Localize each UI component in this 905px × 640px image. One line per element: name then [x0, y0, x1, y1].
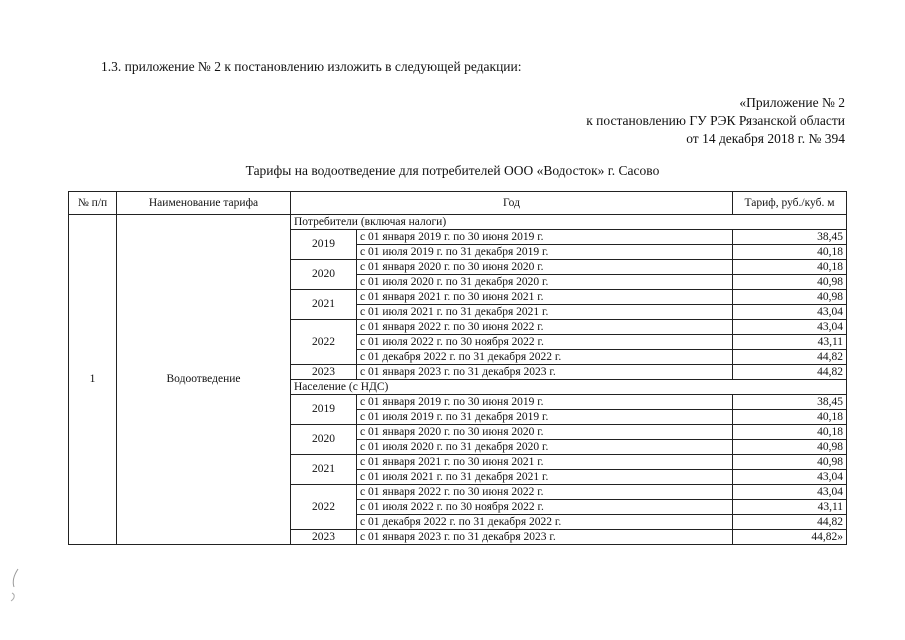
period-cell: с 01 июля 2022 г. по 30 ноября 2022 г. [357, 335, 733, 350]
tariff-value-cell: 40,18 [733, 425, 847, 440]
period-cell: с 01 января 2021 г. по 30 июня 2021 г. [357, 455, 733, 470]
appendix-reference [586, 94, 845, 148]
tariff-value-cell: 44,82 [733, 515, 847, 530]
period-cell: с 01 января 2021 г. по 30 июня 2021 г. [357, 290, 733, 305]
table-title: Тарифы на водоотведение для потребителей ООО «Водосток» г. Сасово [245, 163, 660, 178]
tariff-value-cell: 40,98 [733, 455, 847, 470]
tariff-value-cell: 40,18 [733, 410, 847, 425]
tariff-value-cell: 44,82 [733, 350, 847, 365]
table-header-row [69, 192, 847, 215]
period-cell: с 01 июля 2022 г. по 30 ноября 2022 г. [357, 500, 733, 515]
tariff-value-cell: 38,45 [733, 395, 847, 410]
tariff-table [68, 191, 847, 545]
tariff-value-cell: 43,04 [733, 320, 847, 335]
tariff-value-cell: 43,04 [733, 470, 847, 485]
period-cell: с 01 января 2023 г. по 31 декабря 2023 г. [357, 530, 733, 545]
handwritten-mark [8, 565, 26, 605]
tariff-value-cell: 40,18 [733, 260, 847, 275]
tariff-value-cell: 44,82 [733, 365, 847, 380]
period-cell: с 01 января 2023 г. по 31 декабря 2023 г. [357, 365, 733, 380]
period-cell: с 01 июля 2021 г. по 31 декабря 2021 г. [357, 470, 733, 485]
appendix-line-1: «Приложение № 2 [739, 95, 845, 110]
header-tariff: Тариф, руб./куб. м [733, 192, 847, 215]
period-cell: с 01 июля 2020 г. по 31 декабря 2020 г. [357, 275, 733, 290]
period-cell: с 01 июля 2020 г. по 31 декабря 2020 г. [357, 440, 733, 455]
period-cell: с 01 декабря 2022 г. по 31 декабря 2022 г. [357, 515, 733, 530]
tariff-value-cell: 43,11 [733, 335, 847, 350]
header-num: № п/п [69, 192, 117, 215]
tariff-value-cell: 40,98 [733, 290, 847, 305]
year-cell: 2023 [291, 530, 357, 545]
period-cell: с 01 января 2022 г. по 30 июня 2022 г. [357, 485, 733, 500]
period-cell: с 01 декабря 2022 г. по 31 декабря 2022 г. [357, 350, 733, 365]
group-label: Население (с НДС) [291, 380, 847, 395]
amendment-paragraph: 1.3. приложение № 2 к постановлению изложить в следующей редакции: [101, 59, 522, 74]
period-cell: с 01 января 2020 г. по 30 июня 2020 г. [357, 260, 733, 275]
header-name: Наименование тарифа [117, 192, 291, 215]
tariff-name: Водоотведение [117, 215, 291, 545]
appendix-line-3: от 14 декабря 2018 г. № 394 [686, 131, 845, 146]
year-cell: 2023 [291, 365, 357, 380]
year-cell: 2019 [291, 230, 357, 260]
period-cell: с 01 июля 2019 г. по 31 декабря 2019 г. [357, 410, 733, 425]
period-cell: с 01 июля 2021 г. по 31 декабря 2021 г. [357, 305, 733, 320]
table-row [69, 215, 847, 230]
tariff-value-cell: 43,04 [733, 485, 847, 500]
period-cell: с 01 января 2020 г. по 30 июня 2020 г. [357, 425, 733, 440]
year-cell: 2020 [291, 425, 357, 455]
period-cell: с 01 января 2022 г. по 30 июня 2022 г. [357, 320, 733, 335]
tariff-value-cell: 40,18 [733, 245, 847, 260]
group-label: Потребители (включая налоги) [291, 215, 847, 230]
tariff-value-cell: 38,45 [733, 230, 847, 245]
header-year: Год [291, 192, 733, 215]
row-number: 1 [69, 215, 117, 545]
tariff-value-cell: 43,04 [733, 305, 847, 320]
year-cell: 2021 [291, 290, 357, 320]
period-cell: с 01 января 2019 г. по 30 июня 2019 г. [357, 395, 733, 410]
tariff-value-cell: 40,98 [733, 440, 847, 455]
appendix-line-2: к постановлению ГУ РЭК Рязанской области [586, 113, 845, 128]
year-cell: 2021 [291, 455, 357, 485]
period-cell: с 01 июля 2019 г. по 31 декабря 2019 г. [357, 245, 733, 260]
year-cell: 2022 [291, 320, 357, 365]
year-cell: 2019 [291, 395, 357, 425]
year-cell: 2020 [291, 260, 357, 290]
tariff-value-cell: 40,98 [733, 275, 847, 290]
year-cell: 2022 [291, 485, 357, 530]
period-cell: с 01 января 2019 г. по 30 июня 2019 г. [357, 230, 733, 245]
tariff-value-cell: 43,11 [733, 500, 847, 515]
tariff-value-cell: 44,82» [733, 530, 847, 545]
